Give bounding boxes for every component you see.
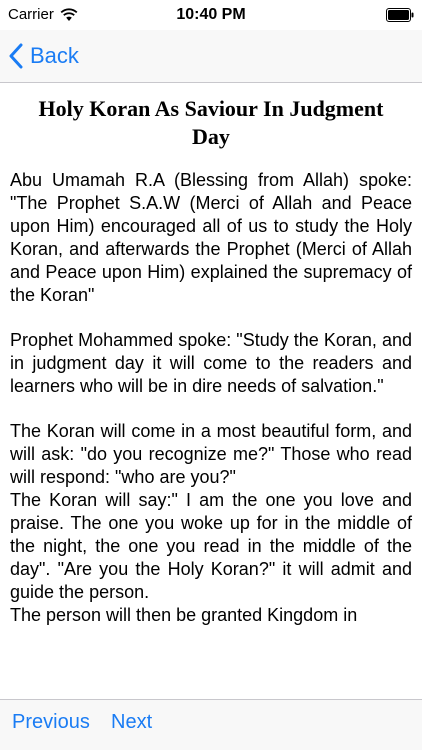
bottom-toolbar xyxy=(0,699,422,750)
article-paragraph-2: Prophet Mohammed spoke: "Study the Koran, and in judgment day it will come to the readers and learners who will be in dire needs of salvation." xyxy=(10,330,412,396)
back-button[interactable] xyxy=(8,40,79,72)
article-content[interactable] xyxy=(0,83,422,699)
status-time: 10:40 PM xyxy=(176,6,246,23)
battery-icon xyxy=(386,8,414,22)
article-title: Holy Koran As Saviour In Judgment Day xyxy=(38,96,384,149)
article-paragraph-3: The Koran will come in a most beautiful form, and will ask: "do you recognize me?" Those who read will respond: "who are you?" The Koran will say:" I am the one you love and praise. The one you woke up for in the middle of the night, the one you read in the middle of the day". "Are you the Holy Koran?" it will admit and guide the person. The person will then be granted Kingdom in xyxy=(10,421,412,625)
navigation-bar xyxy=(0,30,422,83)
carrier-label: Carrier xyxy=(8,6,54,23)
chevron-left-icon xyxy=(8,43,24,69)
article-paragraph-1: Abu Umamah R.A (Blessing from Allah) spoke: "The Prophet S.A.W (Merci of Allah and Peace upon Him) encouraged all of us to study the Holy Koran, and afterwards the Prophet (Merci of Allah and Peace upon Him) explained the supremacy of the Koran" xyxy=(10,170,412,305)
previous-button[interactable]: Previous xyxy=(12,711,90,733)
back-button-label: Back xyxy=(30,43,79,68)
next-button[interactable]: Next xyxy=(111,711,153,733)
status-bar xyxy=(0,0,422,30)
